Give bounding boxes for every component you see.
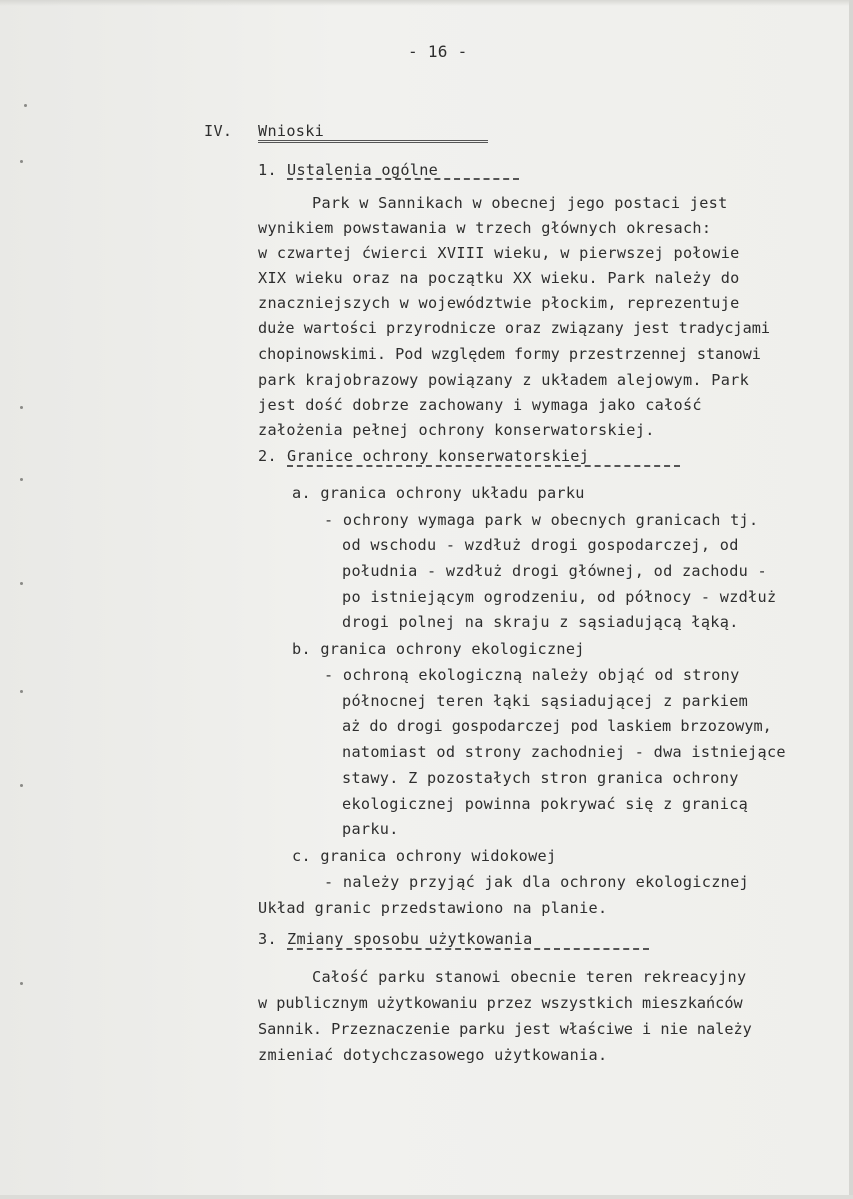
item-a-heading: a. granica ochrony układu parku xyxy=(292,484,585,502)
item-c-heading: c. granica ochrony widokowej xyxy=(292,847,557,865)
item-b-line: stawy. Z pozostałych stron granica ochrony xyxy=(342,769,739,787)
subsection-1-title: Ustalenia ogólne xyxy=(287,161,439,179)
para3-line: Sannik. Przeznaczenie parku jest właściwe i nie należy xyxy=(258,1020,752,1038)
para1-line: wynikiem powstawania w trzech głównych okresach: xyxy=(258,219,712,237)
subsection-2-underline xyxy=(287,465,680,467)
punch-mark xyxy=(20,982,23,985)
section-title-underline xyxy=(258,140,488,143)
para1-line: w czwartej ćwierci XVIII wieku, w pierwszej połowie xyxy=(258,244,740,262)
punch-mark xyxy=(20,406,23,409)
punch-mark xyxy=(24,104,27,107)
punch-mark xyxy=(20,690,23,693)
subsection-3-title: Zmiany sposobu użytkowania xyxy=(287,930,533,948)
para3-line: w publicznym użytkowaniu przez wszystkich mieszkańców xyxy=(258,994,743,1012)
item-b-line: północnej teren łąki sąsiadującej z parkiem xyxy=(342,692,749,710)
item-b-line: natomiast od strony zachodniej - dwa istniejące xyxy=(342,743,786,761)
page-top-edge xyxy=(0,0,853,6)
para1-line: Park w Sannikach w obecnej jego postaci jest xyxy=(312,194,728,212)
subsection-3-number: 3. xyxy=(258,930,277,948)
punch-mark xyxy=(20,478,23,481)
item-b-line: - ochroną ekologiczną należy objąć od strony xyxy=(324,666,740,684)
section-numeral: IV. xyxy=(204,122,233,140)
subsection-1-underline xyxy=(287,178,519,180)
punch-mark xyxy=(20,582,23,585)
page-right-edge xyxy=(849,0,853,1199)
para1-line: chopinowskimi. Pod względem formy przestrzennej stanowi xyxy=(258,345,761,363)
item-a-line: drogi polnej na skraju z sąsiadującą łąką. xyxy=(342,613,739,631)
item-b-line: parku. xyxy=(342,820,399,838)
punch-mark xyxy=(20,784,23,787)
subsection-2-number: 2. xyxy=(258,447,277,465)
subsection-1-number: 1. xyxy=(258,161,277,179)
para1-line: znaczniejszych w województwie płockim, reprezentuje xyxy=(258,294,740,312)
para3-line: Całość parku stanowi obecnie teren rekreacyjny xyxy=(312,968,747,986)
item-b-line: aż do drogi gospodarczej pod laskiem brzozowym, xyxy=(342,717,772,735)
item-a-line: po istniejącym ogrodzeniu, od północy - wzdłuż xyxy=(342,588,777,606)
para1-line: park krajobrazowy powiązany z układem alejowym. Park xyxy=(258,371,750,389)
section-title: Wnioski xyxy=(258,122,325,140)
page-bottom-edge xyxy=(0,1195,853,1199)
para1-line: XIX wieku oraz na początku XX wieku. Park należy do xyxy=(258,269,740,287)
para3-line: zmieniać dotychczasowego użytkowania. xyxy=(258,1046,608,1064)
para1-line: jest dość dobrze zachowany i wymaga jako całość xyxy=(258,396,702,414)
item-c-line: - należy przyjąć jak dla ochrony ekologicznej xyxy=(324,873,749,891)
item-a-line: - ochrony wymaga park w obecnych granicach tj. xyxy=(324,511,759,529)
item-a-line: południa - wzdłuż drogi głównej, od zachodu - xyxy=(342,562,767,580)
item-a-line: od wschodu - wzdłuż drogi gospodarczej, od xyxy=(342,536,739,554)
para1-line: założenia pełnej ochrony konserwatorskiej. xyxy=(258,421,655,439)
subsection-2-title: Granice ochrony konserwatorskiej xyxy=(287,447,590,465)
para1-line: duże wartości przyrodnicze oraz związany jest tradycjami xyxy=(258,319,771,337)
page-number: - 16 - xyxy=(408,42,468,61)
item-b-line: ekologicznej powinna pokrywać się z granicą xyxy=(342,795,749,813)
plan-note: Układ granic przedstawiono na planie. xyxy=(258,899,608,917)
punch-mark xyxy=(20,160,23,163)
item-b-heading: b. granica ochrony ekologicznej xyxy=(292,640,585,658)
subsection-3-underline xyxy=(287,948,649,950)
